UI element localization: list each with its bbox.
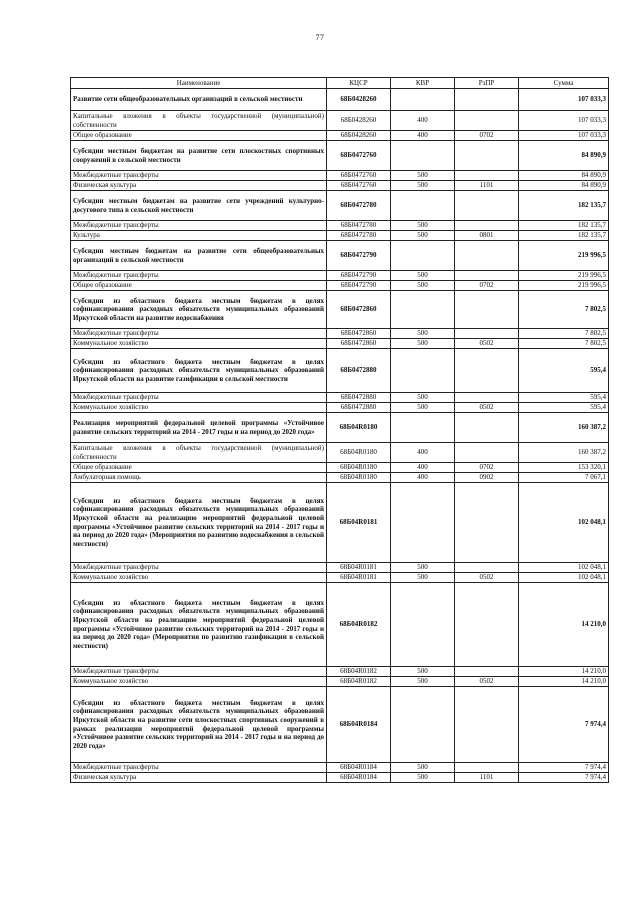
cell-name: Общее образование <box>71 131 327 141</box>
cell-sum: 219 996,5 <box>519 271 609 281</box>
cell-name: Межбюджетные трансферты <box>71 763 327 773</box>
cell-rzpr <box>455 667 519 677</box>
cell-kcsr: 68Б0428260 <box>327 111 391 131</box>
table-row <box>71 131 609 141</box>
table-row <box>71 413 609 443</box>
cell-sum: 14 210,0 <box>519 667 609 677</box>
cell-kcsr: 68Б0472880 <box>327 403 391 413</box>
cell-name: Физическая культура <box>71 181 327 191</box>
cell-kcsr: 68Б0472760 <box>327 181 391 191</box>
cell-kvr <box>391 349 455 393</box>
page-number: 77 <box>315 33 325 42</box>
cell-kcsr: 68Б0472780 <box>327 231 391 241</box>
cell-name: Культура <box>71 231 327 241</box>
cell-kvr <box>391 291 455 329</box>
table-row <box>71 763 609 773</box>
cell-name: Капитальные вложения в объекты государственной (муниципальной) собственности <box>71 443 327 463</box>
cell-rzpr <box>455 241 519 271</box>
table-row <box>71 473 609 483</box>
cell-rzpr: 0702 <box>455 281 519 291</box>
cell-sum: 102 048,1 <box>519 573 609 583</box>
cell-kvr: 500 <box>391 329 455 339</box>
cell-name: Реализация мероприятий федеральной целевой программы «Устойчивое развитие сельских территорий на 2014 - 2017 годы и на период до 2020 года» <box>71 413 327 443</box>
cell-kcsr: 68Б04R0180 <box>327 463 391 473</box>
cell-name: Коммунальное хозяйство <box>71 403 327 413</box>
cell-kvr: 500 <box>391 393 455 403</box>
cell-name: Межбюджетные трансферты <box>71 271 327 281</box>
cell-kvr: 500 <box>391 231 455 241</box>
cell-kcsr: 68Б04R0181 <box>327 483 391 563</box>
table-row <box>71 483 609 563</box>
cell-rzpr <box>455 443 519 463</box>
cell-kcsr: 68Б0472860 <box>327 339 391 349</box>
cell-kvr <box>391 89 455 111</box>
cell-kvr: 400 <box>391 463 455 473</box>
cell-name: Субсидии местным бюджетам на развитие сети общеобразовательных организаций в сельской местности <box>71 241 327 271</box>
cell-name: Субсидии из областного бюджета местным бюджетам в целях софинансирования расходных обязательств муниципальных образований Иркутской области на реализацию мероприятий федеральной целевой программы «Устойчивое развитие сельских территорий на 2014 - 2017 годы и на период до 2020 года» (Мероприятия по развитию газификации в сельской местности) <box>71 583 327 667</box>
cell-kcsr: 68Б04R0182 <box>327 583 391 667</box>
table-row <box>71 677 609 687</box>
cell-name: Субсидии местным бюджетам на развитие сети учреждений культурно-досугового типа в сельской местности <box>71 191 327 221</box>
cell-kvr <box>391 191 455 221</box>
cell-sum: 84 890,9 <box>519 141 609 171</box>
cell-kvr <box>391 483 455 563</box>
cell-sum: 107 033,3 <box>519 89 609 111</box>
cell-kvr <box>391 687 455 763</box>
cell-kvr: 400 <box>391 473 455 483</box>
table-row <box>71 667 609 677</box>
cell-rzpr: 0502 <box>455 339 519 349</box>
table-row <box>71 171 609 181</box>
cell-kvr: 500 <box>391 677 455 687</box>
table-row <box>71 271 609 281</box>
cell-name: Развитие сети общеобразовательных организаций в сельской местности <box>71 89 327 111</box>
cell-sum: 595,4 <box>519 349 609 393</box>
cell-kvr: 500 <box>391 573 455 583</box>
header-sum: Сумма <box>519 78 609 89</box>
cell-rzpr <box>455 89 519 111</box>
cell-sum: 107 033,3 <box>519 111 609 131</box>
cell-rzpr <box>455 763 519 773</box>
cell-kvr: 500 <box>391 271 455 281</box>
cell-kcsr: 68Б0472860 <box>327 291 391 329</box>
cell-kcsr: 68Б0472760 <box>327 141 391 171</box>
cell-kvr <box>391 141 455 171</box>
cell-kcsr: 68Б0472760 <box>327 171 391 181</box>
table-row <box>71 349 609 393</box>
cell-rzpr: 1101 <box>455 181 519 191</box>
table-row <box>71 463 609 473</box>
cell-rzpr <box>455 271 519 281</box>
cell-name: Межбюджетные трансферты <box>71 221 327 231</box>
cell-kvr: 400 <box>391 443 455 463</box>
cell-sum: 595,4 <box>519 393 609 403</box>
cell-name: Субсидии из областного бюджета местным бюджетам в целях софинансирования расходных обязательств муниципальных образований Иркутской области на развитие газификации в сельской местности <box>71 349 327 393</box>
cell-rzpr <box>455 583 519 667</box>
cell-kvr: 400 <box>391 131 455 141</box>
table-row <box>71 221 609 231</box>
cell-rzpr: 0702 <box>455 131 519 141</box>
cell-kvr: 500 <box>391 181 455 191</box>
table-row <box>71 181 609 191</box>
table-row <box>71 231 609 241</box>
cell-sum: 14 210,0 <box>519 677 609 687</box>
table-row <box>71 393 609 403</box>
cell-rzpr <box>455 111 519 131</box>
cell-sum: 7 974,4 <box>519 687 609 763</box>
cell-sum: 153 320,1 <box>519 463 609 473</box>
table-row <box>71 89 609 111</box>
cell-name: Межбюджетные трансферты <box>71 563 327 573</box>
cell-kvr: 500 <box>391 281 455 291</box>
cell-name: Субсидии из областного бюджета местным бюджетам в целях софинансирования расходных обязательств муниципальных образований Иркутской области на развитие водоснабжения <box>71 291 327 329</box>
cell-kcsr: 68Б04R0180 <box>327 443 391 463</box>
table-body <box>71 89 609 783</box>
cell-name: Амбулаторная помощь <box>71 473 327 483</box>
cell-sum: 14 210,0 <box>519 583 609 667</box>
cell-sum: 182 135,7 <box>519 231 609 241</box>
cell-kvr: 500 <box>391 403 455 413</box>
header-kcsr: КЦСР <box>327 78 391 89</box>
cell-sum: 84 890,9 <box>519 181 609 191</box>
cell-rzpr <box>455 141 519 171</box>
cell-sum: 102 048,1 <box>519 563 609 573</box>
cell-kcsr: 68Б04R0181 <box>327 563 391 573</box>
cell-name: Общее образование <box>71 463 327 473</box>
cell-kcsr: 68Б04R0184 <box>327 687 391 763</box>
cell-sum: 219 996,5 <box>519 241 609 271</box>
table-row <box>71 141 609 171</box>
table-row <box>71 111 609 131</box>
cell-rzpr <box>455 349 519 393</box>
cell-name: Капитальные вложения в объекты государственной (муниципальной) собственности <box>71 111 327 131</box>
cell-name: Субсидии из областного бюджета местным бюджетам в целях софинансирования расходных обязательств муниципальных образований Иркутской области на реализацию мероприятий федеральной целевой программы «Устойчивое развитие сельских территорий на 2014 - 2017 годы и на период до 2020 года» (Мероприятия по развитию водоснабжения в сельской местности) <box>71 483 327 563</box>
table-row <box>71 291 609 329</box>
cell-sum: 595,4 <box>519 403 609 413</box>
cell-name: Субсидии из областного бюджета местным бюджетам в целях софинансирования расходных обязательств муниципальных образований Иркутской области на развитие сети плоскостных спортивных сооружений в рамках реализации мероприятий федеральной целевой программы «Устойчивое развитие сельских территорий на 2014 - 2017 годы и на период до 2020 года» <box>71 687 327 763</box>
cell-kcsr: 68Б04R0181 <box>327 573 391 583</box>
cell-kvr <box>391 241 455 271</box>
cell-kvr <box>391 413 455 443</box>
cell-rzpr <box>455 329 519 339</box>
cell-kvr <box>391 583 455 667</box>
cell-kvr: 500 <box>391 773 455 783</box>
cell-kvr: 500 <box>391 339 455 349</box>
cell-kvr: 400 <box>391 111 455 131</box>
table-header-row <box>71 78 609 89</box>
cell-sum: 160 387,2 <box>519 443 609 463</box>
table-row <box>71 583 609 667</box>
table-row <box>71 573 609 583</box>
cell-sum: 7 802,5 <box>519 339 609 349</box>
cell-rzpr <box>455 221 519 231</box>
cell-sum: 219 996,5 <box>519 281 609 291</box>
cell-kcsr: 68Б0472880 <box>327 349 391 393</box>
cell-kcsr: 68Б0428260 <box>327 89 391 111</box>
cell-rzpr <box>455 563 519 573</box>
cell-rzpr <box>455 687 519 763</box>
cell-rzpr: 0502 <box>455 403 519 413</box>
cell-kcsr: 68Б0472790 <box>327 241 391 271</box>
table-row <box>71 281 609 291</box>
table-row <box>71 773 609 783</box>
cell-rzpr: 1101 <box>455 773 519 783</box>
header-kvr: КВР <box>391 78 455 89</box>
cell-kvr: 500 <box>391 667 455 677</box>
table-row <box>71 443 609 463</box>
table-row <box>71 241 609 271</box>
cell-kvr: 500 <box>391 171 455 181</box>
cell-name: Межбюджетные трансферты <box>71 393 327 403</box>
cell-kcsr: 68Б0428260 <box>327 131 391 141</box>
cell-sum: 182 135,7 <box>519 221 609 231</box>
cell-name: Физическая культура <box>71 773 327 783</box>
cell-kvr: 500 <box>391 763 455 773</box>
cell-name: Коммунальное хозяйство <box>71 339 327 349</box>
cell-sum: 102 048,1 <box>519 483 609 563</box>
table-row <box>71 563 609 573</box>
cell-kcsr: 68Б04R0182 <box>327 677 391 687</box>
cell-rzpr: 0902 <box>455 473 519 483</box>
table-row <box>71 403 609 413</box>
cell-rzpr: 0502 <box>455 677 519 687</box>
table-row <box>71 191 609 221</box>
cell-kvr: 500 <box>391 221 455 231</box>
cell-rzpr: 0801 <box>455 231 519 241</box>
cell-rzpr <box>455 413 519 443</box>
cell-sum: 107 033,3 <box>519 131 609 141</box>
cell-kvr: 500 <box>391 563 455 573</box>
cell-sum: 160 387,2 <box>519 413 609 443</box>
cell-rzpr <box>455 393 519 403</box>
cell-name: Межбюджетные трансферты <box>71 329 327 339</box>
table-row <box>71 687 609 763</box>
cell-kcsr: 68Б04R0184 <box>327 773 391 783</box>
cell-kcsr: 68Б04R0180 <box>327 473 391 483</box>
cell-kcsr: 68Б0472880 <box>327 393 391 403</box>
budget-table <box>70 77 609 783</box>
cell-name: Коммунальное хозяйство <box>71 573 327 583</box>
cell-name: Межбюджетные трансферты <box>71 667 327 677</box>
header-name: Наименование <box>71 78 327 89</box>
cell-kcsr: 68Б04R0180 <box>327 413 391 443</box>
cell-sum: 84 890,9 <box>519 171 609 181</box>
cell-rzpr <box>455 191 519 221</box>
cell-rzpr: 0702 <box>455 463 519 473</box>
cell-kcsr: 68Б0472790 <box>327 271 391 281</box>
cell-sum: 7 067,1 <box>519 473 609 483</box>
cell-kcsr: 68Б04R0184 <box>327 763 391 773</box>
cell-rzpr <box>455 171 519 181</box>
cell-sum: 7 802,5 <box>519 291 609 329</box>
cell-sum: 7 974,4 <box>519 763 609 773</box>
cell-kcsr: 68Б04R0182 <box>327 667 391 677</box>
cell-name: Субсидии местным бюджетам на развитие сети плоскостных спортивных сооружений в сельской местности <box>71 141 327 171</box>
cell-rzpr <box>455 483 519 563</box>
cell-sum: 7 974,4 <box>519 773 609 783</box>
table-row <box>71 339 609 349</box>
cell-kcsr: 68Б0472780 <box>327 221 391 231</box>
cell-rzpr <box>455 291 519 329</box>
cell-name: Межбюджетные трансферты <box>71 171 327 181</box>
table-row <box>71 329 609 339</box>
cell-kcsr: 68Б0472780 <box>327 191 391 221</box>
cell-sum: 7 802,5 <box>519 329 609 339</box>
cell-kcsr: 68Б0472860 <box>327 329 391 339</box>
header-rzpr: РзПР <box>455 78 519 89</box>
cell-sum: 182 135,7 <box>519 191 609 221</box>
cell-kcsr: 68Б0472790 <box>327 281 391 291</box>
cell-rzpr: 0502 <box>455 573 519 583</box>
cell-name: Общее образование <box>71 281 327 291</box>
cell-name: Коммунальное хозяйство <box>71 677 327 687</box>
